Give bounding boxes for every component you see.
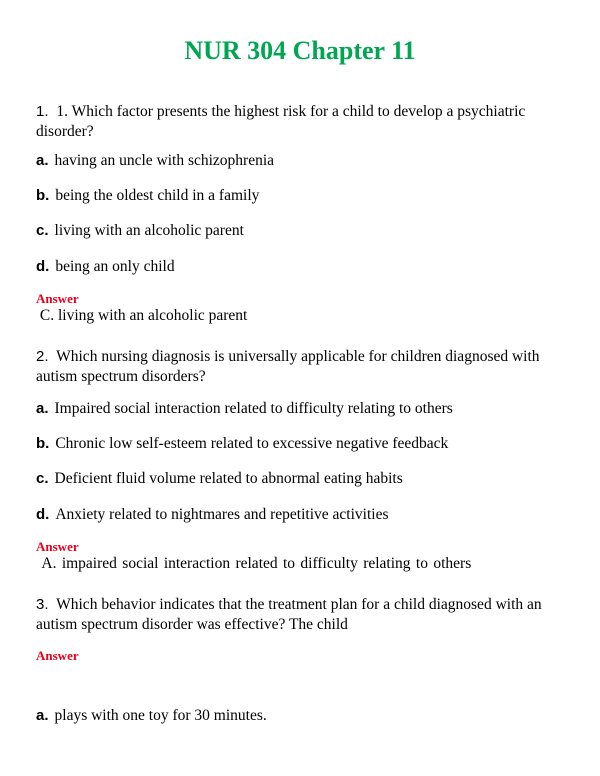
question-3 (36, 595, 566, 635)
option-letter: a. (36, 707, 49, 724)
q3-option-a (36, 706, 566, 726)
option-letter: c. (36, 222, 49, 239)
q1-option-c (36, 221, 566, 241)
q2-option-a (36, 399, 566, 419)
option-text: Chronic low self-esteem related to excessive negative feedback (55, 435, 449, 452)
question-2 (36, 347, 566, 387)
option-text: having an uncle with schizophrenia (54, 152, 275, 169)
question-1 (36, 102, 566, 142)
option-letter: a. (36, 400, 49, 417)
question-number: 2. (36, 348, 49, 365)
question-number: 1. (36, 103, 49, 120)
option-text: being an only child (55, 258, 175, 275)
option-text: being the oldest child in a family (55, 187, 260, 204)
q1-option-b (36, 186, 566, 206)
q2-option-c (36, 469, 566, 489)
q1-answer-label: Answer (36, 291, 79, 306)
q1-option-d (36, 257, 566, 277)
question-number: 3. (36, 596, 49, 613)
option-text: Impaired social interaction related to difficulty relating to others (54, 400, 453, 417)
q2-option-d (36, 505, 566, 525)
question-text: Which behavior indicates that the treatment plan for a child diagnosed with an autism spectrum disorder was effective? The child (36, 596, 542, 633)
option-letter: c. (36, 470, 49, 487)
option-text: Deficient fluid volume related to abnormal eating habits (54, 470, 403, 487)
q3-answer-label: Answer (36, 648, 79, 663)
q2-answer-label: Answer (36, 539, 79, 554)
option-letter: d. (36, 506, 50, 523)
option-letter: b. (36, 187, 50, 204)
option-letter: d. (36, 258, 50, 275)
option-letter: a. (36, 152, 49, 169)
option-text: plays with one toy for 30 minutes. (54, 707, 267, 724)
document-title: NUR 304 Chapter 11 (184, 36, 416, 65)
option-text: living with an alcoholic parent (54, 222, 244, 239)
question-text: Which nursing diagnosis is universally applicable for children diagnosed with autism spectrum disorders? (36, 348, 540, 385)
q1-option-a (36, 151, 566, 171)
q2-answer-text: A. impaired social interaction related to difficulty relating to others (41, 555, 472, 572)
q2-option-b (36, 434, 566, 454)
option-letter: b. (36, 435, 50, 452)
question-text: 1. Which factor presents the highest risk for a child to develop a psychiatric disorder? (36, 103, 526, 140)
q1-answer-text: C. living with an alcoholic parent (39, 307, 248, 324)
option-text: Anxiety related to nightmares and repetitive activities (55, 506, 389, 523)
